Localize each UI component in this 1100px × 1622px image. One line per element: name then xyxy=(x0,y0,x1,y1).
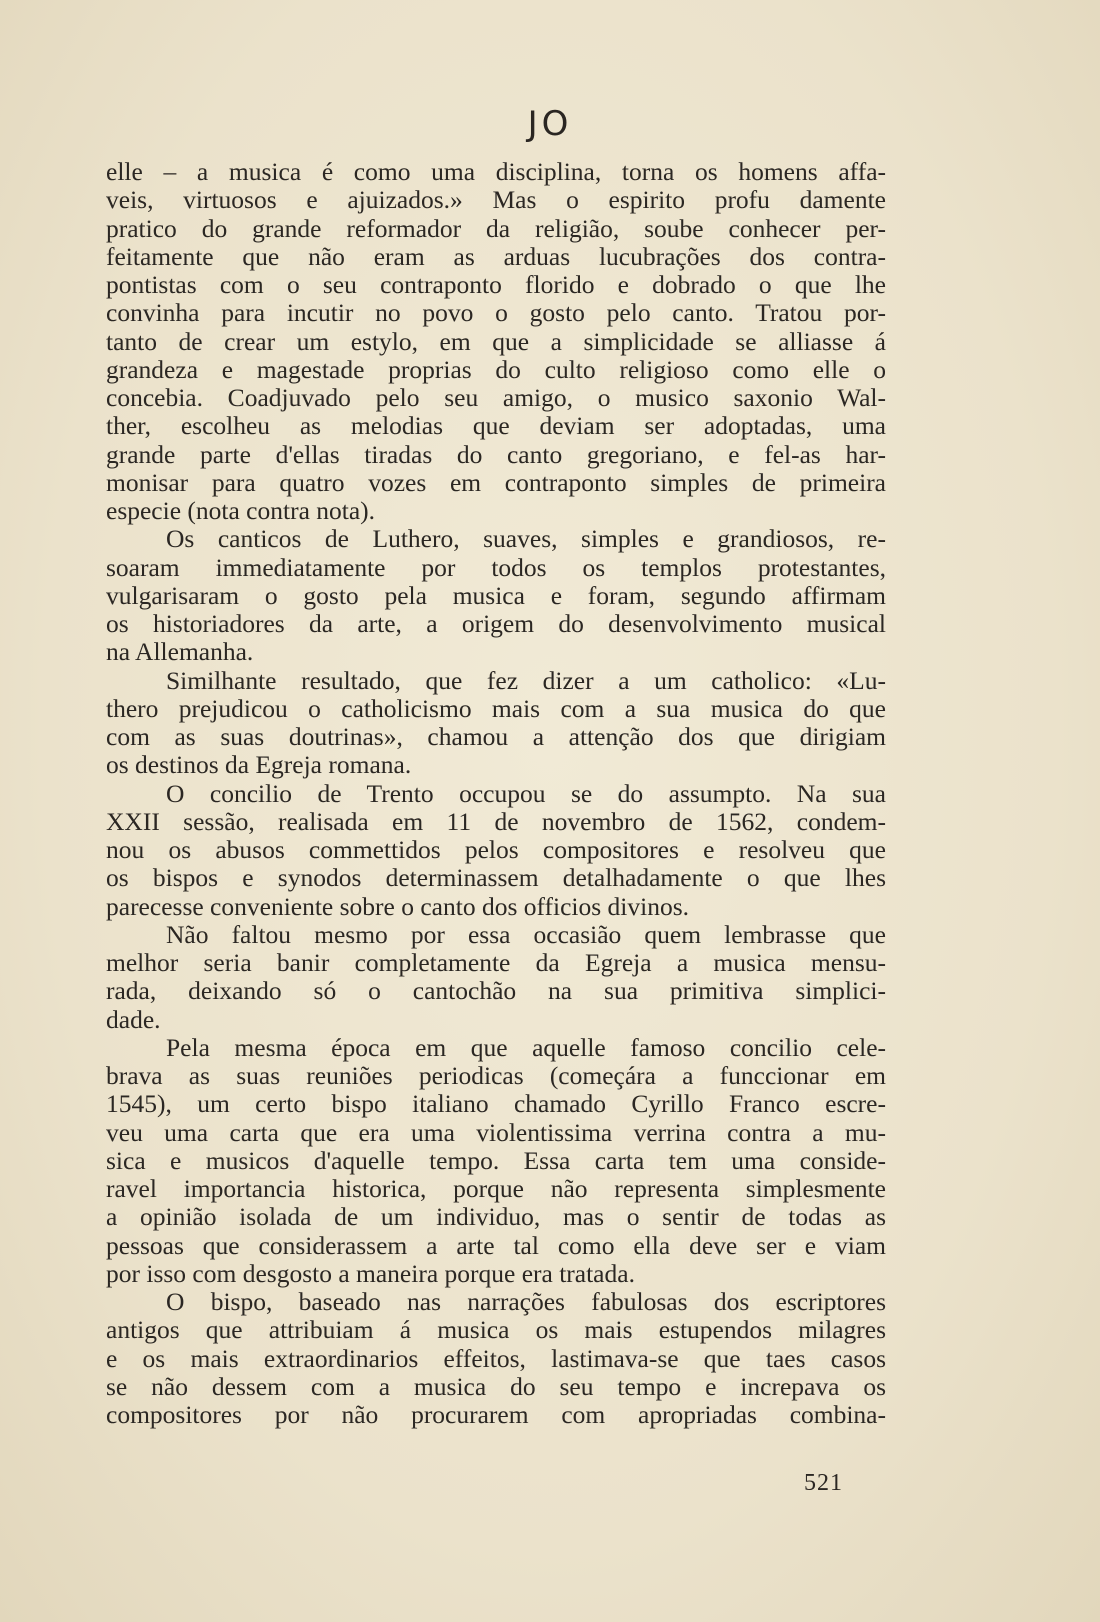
text-line: Pela mesma época em que aquelle famoso concilio cele- xyxy=(166,1032,886,1062)
text-line: convinha para incutir no povo o gosto pelo canto. Tratou por- xyxy=(106,298,886,328)
text-line: sica e musicos d'aquelle tempo. Essa carta tem uma conside- xyxy=(106,1145,886,1175)
text-line: monisar para quatro vozes em contraponto simples de primeira xyxy=(106,467,886,497)
text-line: compositores por não procurarem com apropriadas combina- xyxy=(106,1400,886,1429)
page-number: 521 xyxy=(804,1470,843,1496)
text-line: 1545), um certo bispo italiano chamado Cyrillo Franco escre- xyxy=(106,1089,886,1119)
text-line: grande parte d'ellas tiradas do canto gregoriano, e fel-as har- xyxy=(106,439,886,469)
text-line: vulgarisaram o gosto pela musica e foram, segundo affirmam xyxy=(106,580,886,610)
text-line: os destinos da Egreja romana. xyxy=(106,750,412,780)
text-line: parecesse conveniente sobre o canto dos officios divinos. xyxy=(106,891,690,921)
text-line: XXII sessão, realisada em 11 de novembro de 1562, condem- xyxy=(106,806,886,836)
text-line: pratico do grande reformador da religião, soube conhecer per- xyxy=(106,213,886,243)
text-line: O concilio de Trento occupou se do assumpto. Na sua xyxy=(166,778,886,808)
text-line: rada, deixando só o cantochão na sua primitiva simplici- xyxy=(106,976,886,1006)
text-line: com as suas doutrinas», chamou a attenção dos que dirigiam xyxy=(106,722,886,751)
text-line: veu uma carta que era uma violentissima verrina contra a mu- xyxy=(106,1117,886,1147)
text-line: veis, virtuosos e ajuizados.» Mas o espirito profu damente xyxy=(106,185,886,215)
text-line: por isso com desgosto a maneira porque era tratada. xyxy=(106,1258,635,1288)
text-line: Similhante resultado, que fez dizer a um catholico: «Lu- xyxy=(166,665,886,695)
text-line: concebia. Coadjuvado pelo seu amigo, o musico saxonio Wal- xyxy=(106,383,886,412)
body-text xyxy=(106,158,886,1429)
text-line: Os canticos de Luthero, suaves, simples e grandiosos, re- xyxy=(166,524,886,554)
text-line: feitamente que não eram as arduas lucubrações dos contra- xyxy=(106,241,886,271)
text-line: pessoas que considerassem a arte tal como ella deve ser e viam xyxy=(106,1230,886,1260)
text-line: os historiadores da arte, a origem do desenvolvimento musical xyxy=(106,609,886,638)
text-line: ther, escolheu as melodias que deviam ser adoptadas, uma xyxy=(106,411,886,441)
text-line: os bispos e synodos determinassem detalhadamente o que lhes xyxy=(106,863,886,893)
text-line: tanto de crear um estylo, em que a simplicidade se alliasse á xyxy=(106,326,886,356)
text-line: dade. xyxy=(106,1004,161,1034)
text-line: elle – a musica é como uma disciplina, torna os homens affa- xyxy=(106,157,886,186)
text-line: soaram immediatamente por todos os templos protestantes, xyxy=(106,552,886,582)
text-line: ravel importancia historica, porque não representa simplesmente xyxy=(106,1174,886,1203)
text-line: grandeza e magestade proprias do culto religioso como elle o xyxy=(106,354,886,384)
text-line: nou os abusos commettidos pelos compositores e resolveu que xyxy=(106,835,886,864)
text-line: antigos que attribuiam á musica os mais estupendos milagres xyxy=(106,1315,886,1345)
text-line: Não faltou mesmo por essa occasião quem lembrasse que xyxy=(166,919,886,949)
text-line: se não dessem com a musica do seu tempo e increpava os xyxy=(106,1371,886,1401)
text-line: especie (nota contra nota). xyxy=(106,496,376,525)
text-line: O bispo, baseado nas narrações fabulosas dos escriptores xyxy=(166,1287,886,1316)
text-line: a opinião isolada de um individuo, mas o sentir de todas as xyxy=(106,1202,886,1232)
text-line: pontistas com o seu contraponto florido e dobrado o que lhe xyxy=(106,270,886,299)
text-line: melhor seria banir completamente da Egreja a musica mensu- xyxy=(106,948,886,977)
text-line: e os mais extraordinarios effeitos, lastimava-se que taes casos xyxy=(106,1343,886,1373)
text-line: brava as suas reuniões periodicas (começára a funccionar em xyxy=(106,1061,886,1090)
page-header-ornament: JO xyxy=(527,104,573,144)
text-line: thero prejudicou o catholicismo mais com a sua musica do que xyxy=(106,693,886,723)
text-line: na Allemanha. xyxy=(106,637,254,667)
